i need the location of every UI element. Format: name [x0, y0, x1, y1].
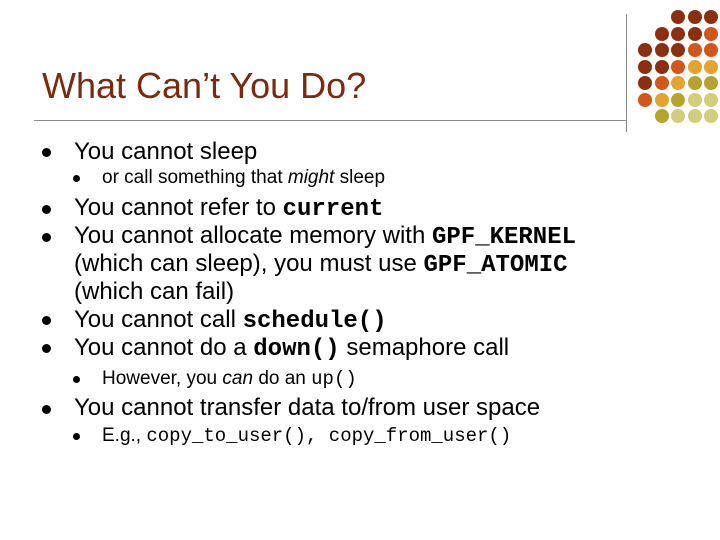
decorative-dot	[704, 60, 718, 74]
code-gpf-atomic: GPF_ATOMIC	[423, 252, 568, 279]
decorative-dot	[688, 93, 702, 107]
decorative-dot	[671, 93, 685, 107]
decorative-dot	[638, 60, 652, 74]
decorative-dot	[655, 93, 669, 107]
decorative-dot	[655, 76, 669, 90]
sub-bullet-copy-user	[102, 424, 511, 448]
bullet-text: (which can fail)	[74, 278, 235, 305]
code-up: up()	[311, 368, 357, 390]
decorative-dot	[688, 10, 702, 24]
decorative-dot	[638, 43, 652, 57]
sub-bullet-marker	[73, 433, 80, 440]
code-copy-functions: copy_to_user(), copy_from_user()	[146, 425, 512, 447]
decorative-dot	[671, 27, 685, 41]
decorative-dot	[638, 93, 652, 107]
decorative-dot	[704, 93, 718, 107]
sub-bullet-marker	[73, 175, 80, 182]
bullet-allocate-memory	[74, 222, 576, 252]
decorative-dot	[704, 10, 718, 24]
bullet-marker	[42, 205, 51, 214]
bullet-marker	[42, 233, 51, 242]
decorative-dot	[704, 43, 718, 57]
decorative-dot	[688, 43, 702, 57]
bullet-text: You cannot refer to	[74, 194, 283, 221]
code-down: down()	[253, 336, 340, 363]
decorative-dot	[671, 76, 685, 90]
sub-bullet-marker	[73, 376, 80, 383]
decorative-dot	[704, 109, 718, 123]
code-gpf-kernel: GPF_KERNEL	[431, 224, 577, 251]
decorative-dot	[671, 43, 685, 57]
sub-bullet-text: E.g.,	[102, 425, 147, 446]
sub-bullet-emphasis: might	[287, 167, 335, 188]
sub-bullet-text-end: sleep	[334, 167, 386, 188]
bullet-allocate-memory-line2	[74, 250, 568, 280]
bullet-text: You cannot allocate memory with	[74, 222, 432, 249]
bullet-marker	[42, 405, 51, 414]
vertical-divider	[626, 14, 627, 132]
sub-bullet-text-mid: do an	[253, 368, 312, 389]
bullet-text: You cannot do a	[74, 334, 254, 361]
bullet-text: You cannot transfer data to/from user space	[74, 394, 541, 421]
sub-bullet-emphasis: can	[222, 368, 254, 389]
bullet-text: You cannot call	[74, 306, 243, 333]
bullet-allocate-memory-line3	[74, 278, 234, 306]
decorative-dot	[688, 76, 702, 90]
decorative-dot	[655, 43, 669, 57]
decorative-dot	[655, 27, 669, 41]
title-divider	[34, 120, 626, 121]
decorative-dot	[704, 76, 718, 90]
sub-bullet-might-sleep	[102, 166, 385, 190]
bullet-refer-current	[74, 194, 383, 224]
bullet-marker	[42, 148, 51, 157]
code-schedule: schedule()	[242, 308, 387, 335]
decorative-dot	[638, 76, 652, 90]
bullet-transfer-data	[74, 394, 540, 422]
decorative-dot	[688, 60, 702, 74]
decorative-dot	[655, 60, 669, 74]
decorative-dot	[688, 27, 702, 41]
sub-bullet-text: However, you	[102, 368, 223, 389]
bullet-cannot-sleep	[74, 138, 257, 166]
bullet-text: You cannot sleep	[74, 138, 258, 165]
decorative-dot	[671, 109, 685, 123]
bullet-down-semaphore	[74, 334, 509, 364]
decorative-dot	[671, 60, 685, 74]
bullet-text-end: semaphore call	[339, 334, 510, 361]
sub-bullet-text: or call something that	[102, 167, 288, 188]
decorative-dot	[655, 109, 669, 123]
bullet-call-schedule	[74, 306, 387, 336]
decorative-dot	[671, 10, 685, 24]
decorative-dot	[704, 27, 718, 41]
sub-bullet-can-up	[102, 367, 357, 391]
slide-title: What Can’t You Do?	[42, 65, 367, 106]
code-current: current	[282, 196, 384, 223]
bullet-marker	[42, 344, 51, 353]
bullet-text: (which can sleep), you must use	[74, 250, 424, 277]
decorative-dot	[688, 109, 702, 123]
bullet-marker	[42, 316, 51, 325]
